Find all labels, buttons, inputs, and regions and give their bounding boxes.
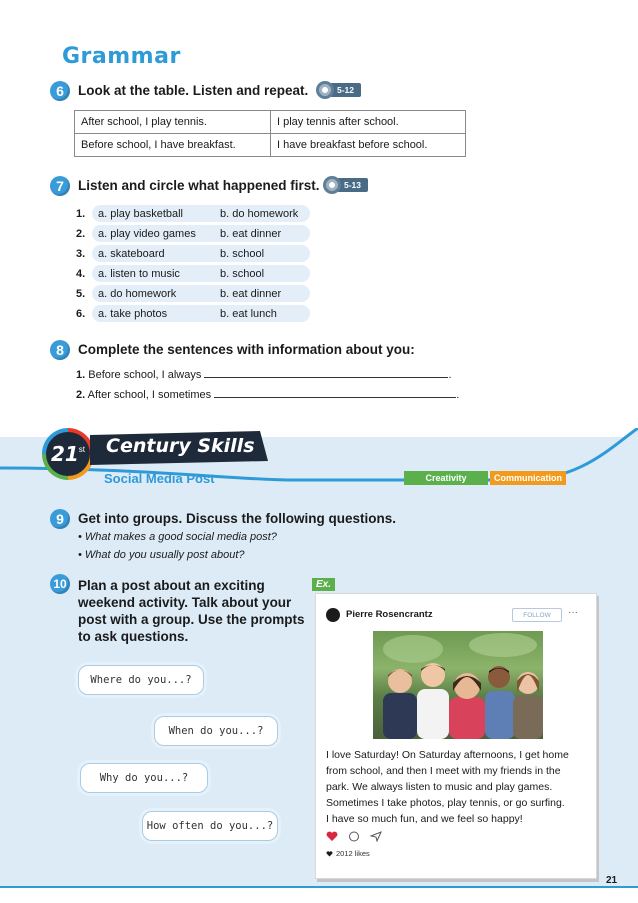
page-footer-strip <box>0 888 638 903</box>
logo-number: 21 <box>50 442 79 466</box>
item-number: 3. <box>76 247 86 260</box>
item-number: 5. <box>76 287 86 300</box>
option-b[interactable]: b. school <box>220 247 265 260</box>
skill-tag-communication: Communication <box>490 471 566 485</box>
question-item: • What makes a good social media post? <box>78 531 277 543</box>
question-item: • What do you usually post about? <box>78 549 245 561</box>
section-subtitle: Social Media Post <box>104 471 215 486</box>
option-a[interactable]: a. take photos <box>98 307 168 320</box>
sentence-text: Before school, I always <box>88 369 202 381</box>
list-item[interactable] <box>76 224 310 243</box>
option-b[interactable]: b. school <box>220 267 265 280</box>
option-a[interactable]: a. play basketball <box>98 207 183 220</box>
exercise-number: 6 <box>50 81 70 101</box>
sentence-number: 1. <box>76 369 86 381</box>
exercise-instruction: Get into groups. Discuss the following questions. <box>78 511 397 526</box>
audio-disc-icon <box>323 176 341 194</box>
share-icon[interactable] <box>370 831 382 842</box>
list-item[interactable] <box>76 264 310 283</box>
speech-bubble: When do you...? <box>154 716 278 746</box>
post-actions <box>326 831 382 842</box>
section-title: Century Skills <box>106 435 255 457</box>
exercise-number: 7 <box>50 176 70 196</box>
avatar <box>326 608 340 622</box>
table-cell: I play tennis after school. <box>271 111 466 134</box>
page-title: Grammar <box>62 44 181 69</box>
footer-line <box>0 886 638 888</box>
sentence-line: 1. Before school, I always . <box>76 369 452 381</box>
item-number: 6. <box>76 307 86 320</box>
option-b[interactable]: b. eat dinner <box>220 287 282 300</box>
speech-bubble: How often do you...? <box>142 811 278 841</box>
audio-track-label: 5-13 <box>337 178 368 192</box>
option-b[interactable]: b. eat lunch <box>220 307 277 320</box>
answer-blank[interactable] <box>204 377 448 378</box>
exercise-number: 9 <box>50 509 70 529</box>
exercise-instruction: Plan a post about an exciting weekend activity. Talk about your post with a group. Use the prompts to ask questions. <box>78 578 305 644</box>
logo-suffix: st <box>78 444 86 454</box>
follow-button[interactable]: FOLLOW <box>512 608 562 622</box>
exercise-instruction: Look at the table. Listen and repeat. <box>78 83 309 98</box>
listen-list <box>76 204 310 323</box>
item-number: 1. <box>76 207 86 220</box>
sentence-line: 2. After school, I sometimes . <box>76 389 460 401</box>
exercise-number: 8 <box>50 340 70 360</box>
comment-icon[interactable] <box>348 831 360 842</box>
social-post-card <box>315 593 597 879</box>
list-item[interactable] <box>76 304 310 323</box>
audio-track-button[interactable] <box>316 81 361 99</box>
speech-bubble: Where do you...? <box>78 665 204 695</box>
exercise-instruction: Complete the sentences with information about you: <box>78 342 415 357</box>
post-text: I love Saturday! On Saturday afternoons, I get home from school, and then I meet with my friends in the park. We always listen to music and play games. Sometimes I take photos, play tennis, or go surfing. I have so much fun, and we feel so happy! <box>326 749 569 825</box>
grammar-table <box>74 110 466 157</box>
option-a[interactable]: a. skateboard <box>98 247 165 260</box>
heart-icon[interactable] <box>326 831 338 842</box>
question-text: What makes a good social media post? <box>84 531 277 543</box>
audio-track-button[interactable] <box>323 176 368 194</box>
item-number: 4. <box>76 267 86 280</box>
list-item[interactable] <box>76 204 310 223</box>
question-text: What do you usually post about? <box>84 549 245 561</box>
option-a[interactable]: a. play video games <box>98 227 196 240</box>
likes-count: 2012 likes <box>326 849 370 858</box>
more-options-icon[interactable]: ··· <box>568 607 578 618</box>
exercise-instruction: Listen and circle what happened first. <box>78 178 320 193</box>
option-b[interactable]: b. do homework <box>220 207 299 220</box>
list-item[interactable] <box>76 244 310 263</box>
table-cell: Before school, I have breakfast. <box>75 134 271 157</box>
century-logo-inner <box>46 432 90 476</box>
audio-track-label: 5-12 <box>330 83 361 97</box>
option-a[interactable]: a. listen to music <box>98 267 180 280</box>
group-selfie-illustration <box>373 631 543 739</box>
skill-tag-creativity: Creativity <box>404 471 488 485</box>
sentence-text: After school, I sometimes <box>87 389 212 401</box>
speech-bubble: Why do you...? <box>80 763 208 793</box>
table-cell: I have breakfast before school. <box>271 134 466 157</box>
list-item[interactable] <box>76 284 310 303</box>
option-a[interactable]: a. do homework <box>98 287 177 300</box>
post-username[interactable]: Pierre Rosencrantz <box>346 609 433 620</box>
example-badge: Ex. <box>312 578 335 591</box>
exercise-number: 10 <box>50 574 70 594</box>
audio-disc-icon <box>316 81 334 99</box>
table-cell: After school, I play tennis. <box>75 111 271 134</box>
item-number: 2. <box>76 227 86 240</box>
page-number: 21 <box>606 875 618 886</box>
option-b[interactable]: b. eat dinner <box>220 227 282 240</box>
answer-blank[interactable] <box>214 397 456 398</box>
sentence-number: 2. <box>76 389 86 401</box>
post-photo <box>373 631 543 739</box>
heart-small-icon <box>326 851 333 857</box>
